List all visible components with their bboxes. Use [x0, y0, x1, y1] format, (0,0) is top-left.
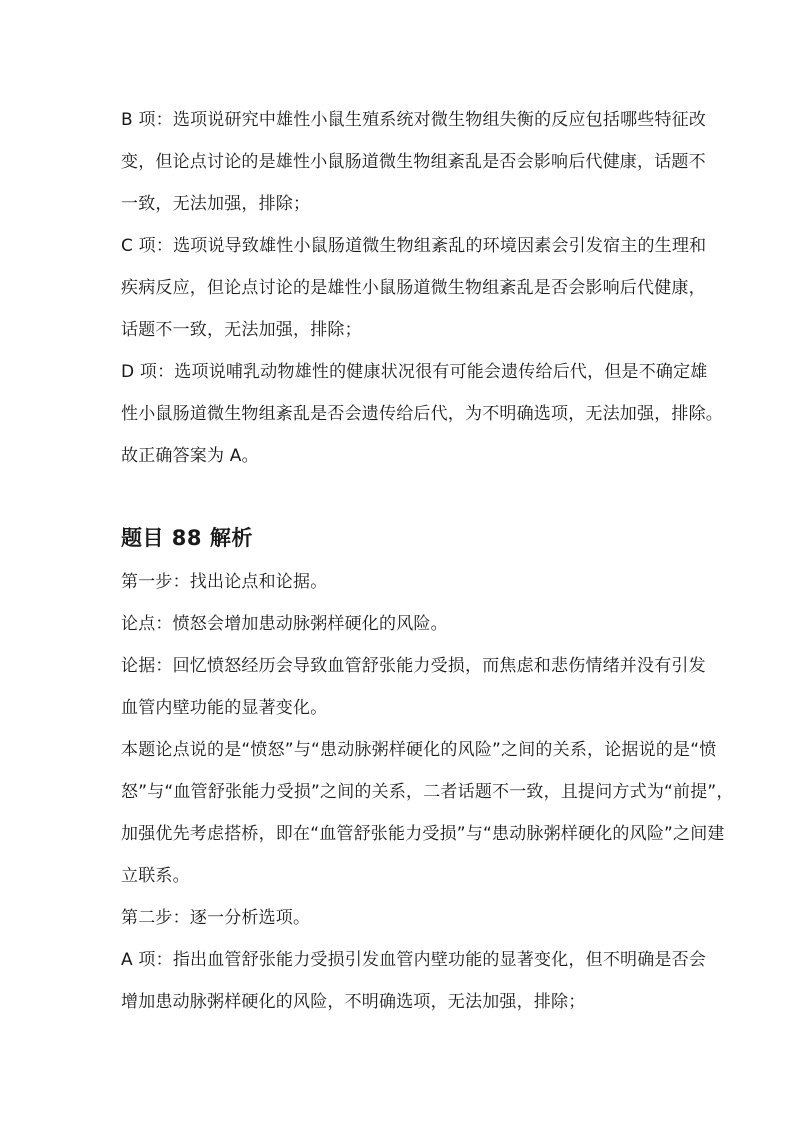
- section-heading: 题目 88 解析: [121, 526, 253, 550]
- text-line: 话题不一致，无法加强，排除；: [121, 320, 362, 340]
- text-line: 立联系。: [121, 866, 190, 886]
- text-line: A 项：指出血管舒张能力受损引发血管内壁功能的显著变化，但不明确是否会: [121, 950, 707, 970]
- text-line: 血管内壁功能的显著变化。: [121, 698, 328, 718]
- text-line: D 项：选项说哺乳动物雄性的健康状况很有可能会遗传给后代，但是不确定雄: [121, 362, 708, 382]
- text-line: 怒”与“血管舒张能力受损”之间的关系，二者话题不一致，且提问方式为“前提”，: [121, 782, 734, 802]
- text-line: 论点：愤怒会增加患动脉粥样硬化的风险。: [121, 614, 448, 634]
- text-line: B 项：选项说研究中雄性小鼠生殖系统对微生物组失衡的反应包括哪些特征改: [121, 110, 707, 130]
- text-line: 性小鼠肠道微生物组紊乱是否会遗传给后代，为不明确选项，无法加强，排除。: [121, 404, 723, 424]
- text-line: 一致，无法加强，排除；: [121, 194, 311, 214]
- text-line: 疾病反应，但论点讨论的是雄性小鼠肠道微生物组紊乱是否会影响后代健康，: [121, 278, 706, 298]
- text-line: 加强优先考虑搭桥，即在“血管舒张能力受损”与“患动脉粥样硬化的风险”之间建: [121, 824, 725, 844]
- text-line: 增加患动脉粥样硬化的风险，不明确选项，无法加强，排除；: [121, 992, 586, 1012]
- text-line: C 项：选项说导致雄性小鼠肠道微生物组紊乱的环境因素会引发宿主的生理和: [121, 236, 707, 256]
- text-line: 故正确答案为 A。: [121, 446, 259, 466]
- text-line: 论据：回忆愤怒经历会导致血管舒张能力受损，而焦虑和悲伤情绪并没有引发: [121, 656, 706, 676]
- text-line: 第二步：逐一分析选项。: [121, 908, 311, 928]
- text-line: 本题论点说的是“愤怒”与“患动脉粥样硬化的风险”之间的关系，论据说的是“愤: [121, 740, 717, 760]
- text-line: 变，但论点讨论的是雄性小鼠肠道微生物组紊乱是否会影响后代健康，话题不: [121, 152, 706, 172]
- text-line: 第一步：找出论点和论据。: [121, 572, 328, 592]
